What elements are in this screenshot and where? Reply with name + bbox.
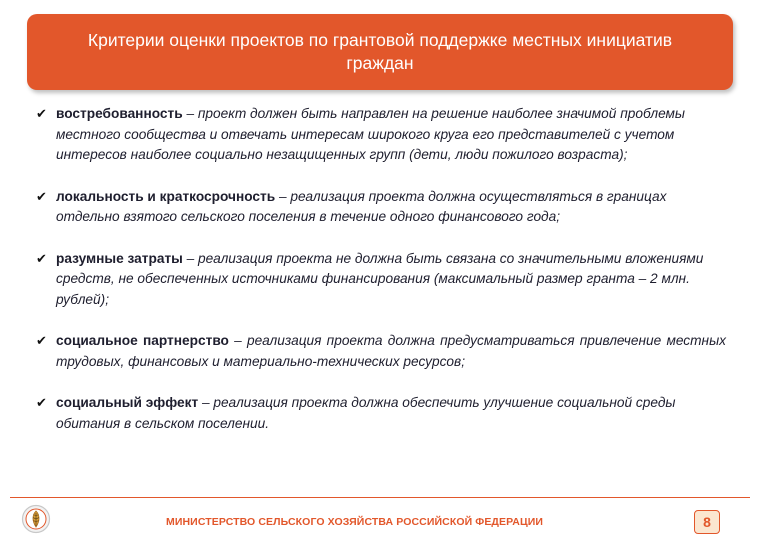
criterion-term: разумные затраты <box>56 250 183 266</box>
checkmark-icon: ✔ <box>36 189 47 205</box>
checkmark-icon: ✔ <box>36 251 47 267</box>
criterion-item <box>36 187 726 228</box>
criterion-item <box>36 393 726 434</box>
criterion-term: социальное партнерство <box>56 333 229 348</box>
criterion-description: – реализация проекта должна обеспечить улучшение социальной среды обитания в сельском поселении. <box>56 395 676 431</box>
criterion-term: востребованность <box>56 106 183 121</box>
ministry-emblem-icon <box>21 504 51 534</box>
ministry-name: МИНИСТЕРСТВО СЕЛЬСКОГО ХОЗЯЙСТВА РОССИЙСКОЙ ФЕДЕРАЦИИ <box>166 516 544 528</box>
page-number: 8 <box>703 514 711 530</box>
slide-title-banner <box>27 14 733 90</box>
criterion-description: – реализация проекта должна осуществляться в границах отдельно взятого сельского поселения в течение одного финансового года; <box>56 188 667 224</box>
criterion-description: – реализация проекта не должна быть связана со значительными вложениями средств, не обеспеченных источниками финансирования (максимальный размер гранта – 2 млн. рублей); <box>56 250 704 307</box>
slide-title: Критерии оценки проектов по грантовой поддержке местных инициатив граждан <box>87 30 673 73</box>
criterion-item <box>36 331 726 372</box>
page-number-badge <box>694 510 720 534</box>
criterion-description: – реализация проекта должна предусматриваться привлечение местных трудовых, финансовых и материально-технических ресурсов; <box>56 333 727 369</box>
checkmark-icon: ✔ <box>36 107 47 122</box>
criterion-item <box>36 249 726 311</box>
criterion-term: локальность и краткосрочность <box>56 188 276 204</box>
footer-divider <box>10 497 750 498</box>
criteria-list <box>36 104 726 455</box>
criterion-item <box>36 104 726 166</box>
checkmark-icon: ✔ <box>36 396 47 411</box>
criterion-term: социальный эффект <box>56 395 199 410</box>
checkmark-icon: ✔ <box>36 334 47 349</box>
criterion-description: – проект должен быть направлен на решение наиболее значимой проблемы местного сообщества и отвечать интересам широкого круга его представителей с учетом интересов наиболее социально незащищенных групп (дети, люди пожилого возраста); <box>56 106 685 162</box>
